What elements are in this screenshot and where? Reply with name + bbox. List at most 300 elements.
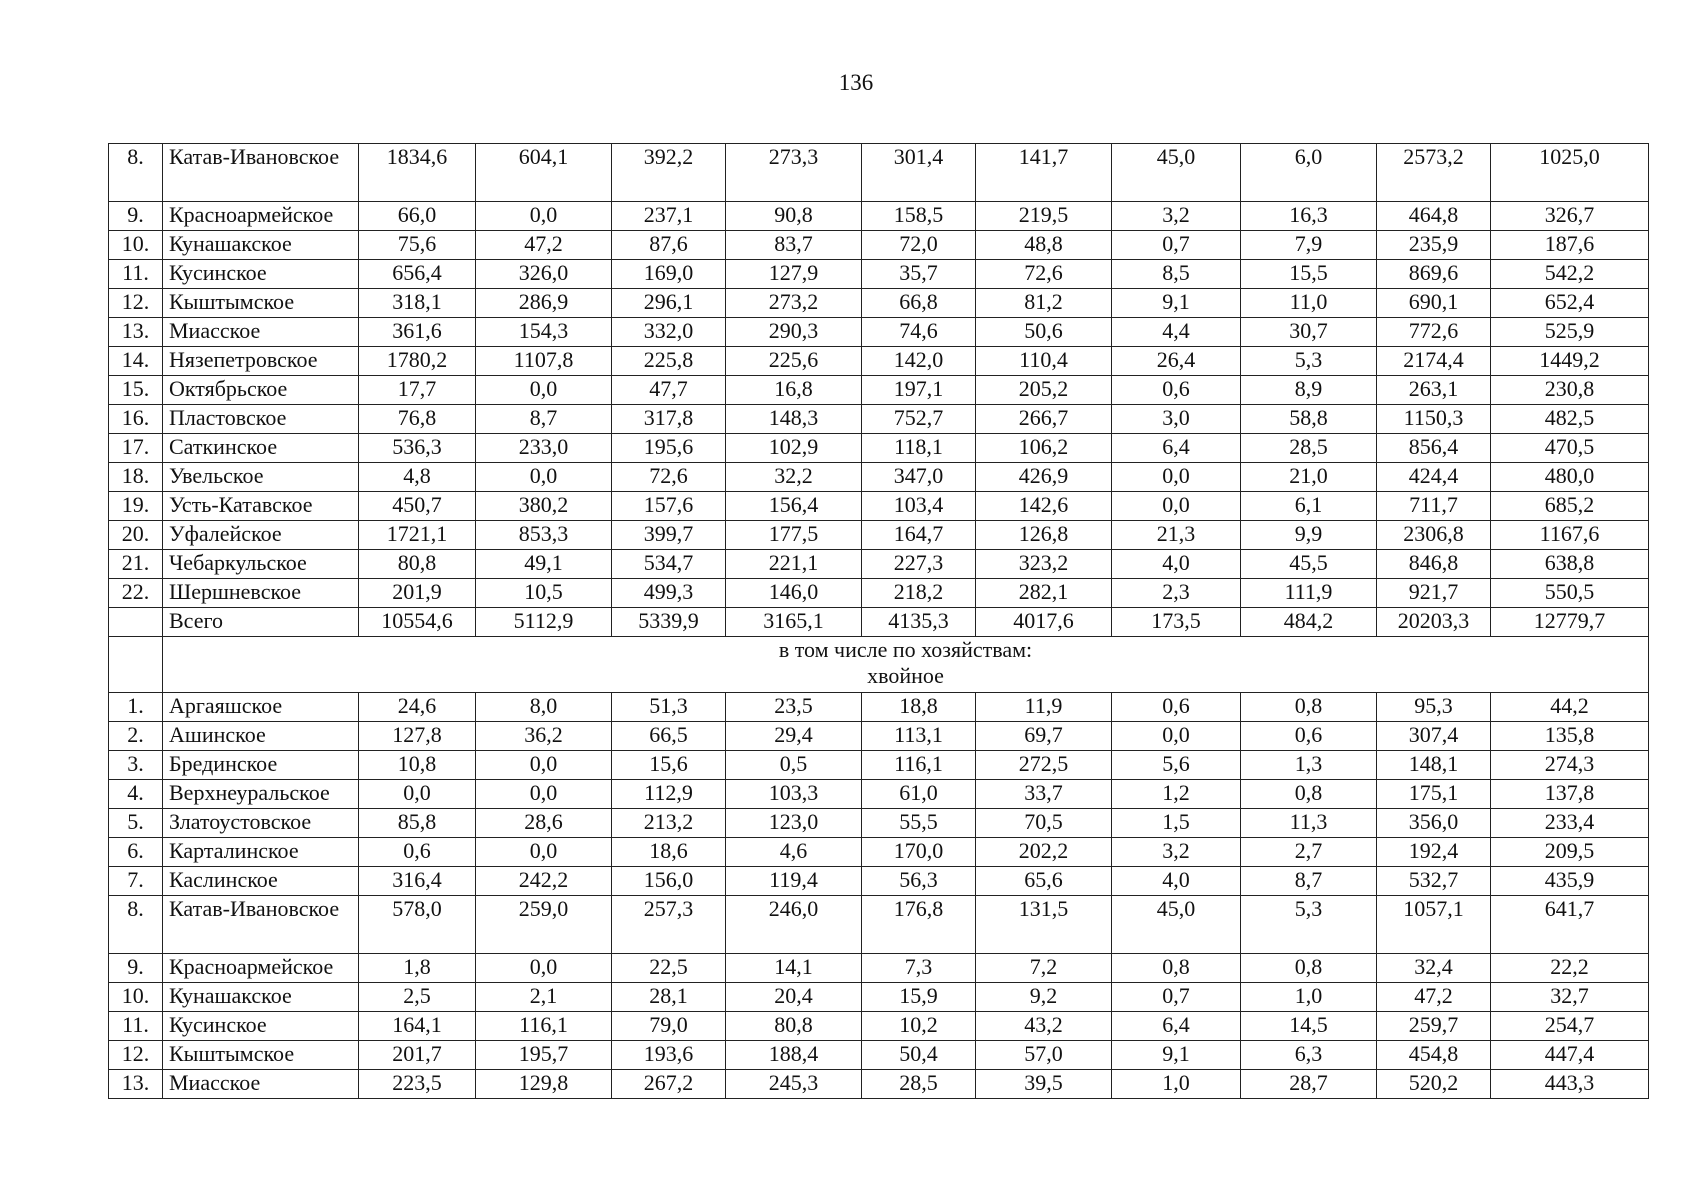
value-cell: 273,3: [726, 144, 862, 202]
value-cell: 221,1: [726, 550, 862, 579]
value-cell: 45,0: [1112, 896, 1241, 954]
value-cell: 80,8: [359, 550, 476, 579]
row-number-cell: 11.: [109, 260, 163, 289]
value-cell: 6,0: [1241, 144, 1377, 202]
table-body-top: [109, 144, 1649, 637]
value-cell: 482,5: [1491, 405, 1649, 434]
value-cell: 127,8: [359, 722, 476, 751]
row-number-cell: 13.: [109, 318, 163, 347]
value-cell: 21,0: [1241, 463, 1377, 492]
table-row: [109, 492, 1649, 521]
value-cell: 17,7: [359, 376, 476, 405]
value-cell: 856,4: [1377, 434, 1491, 463]
table-row: [109, 550, 1649, 579]
value-cell: 435,9: [1491, 867, 1649, 896]
value-cell: 24,6: [359, 693, 476, 722]
value-cell: 141,7: [976, 144, 1112, 202]
table-row: [109, 231, 1649, 260]
value-cell: 154,3: [476, 318, 612, 347]
value-cell: 131,5: [976, 896, 1112, 954]
value-cell: 1,5: [1112, 809, 1241, 838]
value-cell: 175,1: [1377, 780, 1491, 809]
value-cell: 28,7: [1241, 1070, 1377, 1099]
value-cell: 470,5: [1491, 434, 1649, 463]
value-cell: 4,8: [359, 463, 476, 492]
value-cell: 542,2: [1491, 260, 1649, 289]
section-heading-line2: хвойное: [867, 663, 944, 688]
value-cell: 7,9: [1241, 231, 1377, 260]
value-cell: 49,1: [476, 550, 612, 579]
row-number-cell: 7.: [109, 867, 163, 896]
value-cell: 47,2: [1377, 983, 1491, 1012]
value-cell: 32,7: [1491, 983, 1649, 1012]
value-cell: 316,4: [359, 867, 476, 896]
district-name-cell: Нязепетровское: [163, 347, 359, 376]
section-heading-row: [109, 637, 1649, 693]
row-number-cell: 8.: [109, 896, 163, 954]
table-row: [109, 463, 1649, 492]
district-name-cell: Кусинское: [163, 1012, 359, 1041]
value-cell: 257,3: [612, 896, 726, 954]
value-cell: 8,7: [476, 405, 612, 434]
value-cell: 118,1: [862, 434, 976, 463]
value-cell: 1150,3: [1377, 405, 1491, 434]
row-number-cell: 21.: [109, 550, 163, 579]
value-cell: 0,0: [1112, 722, 1241, 751]
value-cell: 51,3: [612, 693, 726, 722]
value-cell: 10,2: [862, 1012, 976, 1041]
value-cell: 282,1: [976, 579, 1112, 608]
value-cell: 8,7: [1241, 867, 1377, 896]
value-cell: 245,3: [726, 1070, 862, 1099]
table-row: [109, 608, 1649, 637]
value-cell: 1025,0: [1491, 144, 1649, 202]
value-cell: 16,8: [726, 376, 862, 405]
value-cell: 4,6: [726, 838, 862, 867]
value-cell: 273,2: [726, 289, 862, 318]
value-cell: 21,3: [1112, 521, 1241, 550]
table-row: [109, 838, 1649, 867]
value-cell: 1,0: [1112, 1070, 1241, 1099]
value-cell: 5339,9: [612, 608, 726, 637]
value-cell: 55,5: [862, 809, 976, 838]
value-cell: 1780,2: [359, 347, 476, 376]
value-cell: 685,2: [1491, 492, 1649, 521]
value-cell: 326,0: [476, 260, 612, 289]
value-cell: 0,6: [359, 838, 476, 867]
value-cell: 424,4: [1377, 463, 1491, 492]
value-cell: 75,6: [359, 231, 476, 260]
value-cell: 869,6: [1377, 260, 1491, 289]
value-cell: 1057,1: [1377, 896, 1491, 954]
table-row: [109, 579, 1649, 608]
value-cell: 223,5: [359, 1070, 476, 1099]
district-name-cell: Саткинское: [163, 434, 359, 463]
table-row: [109, 722, 1649, 751]
district-name-cell: Катав-Ивановское: [163, 144, 359, 202]
value-cell: 499,3: [612, 579, 726, 608]
value-cell: 205,2: [976, 376, 1112, 405]
value-cell: 20203,3: [1377, 608, 1491, 637]
value-cell: 142,6: [976, 492, 1112, 521]
value-cell: 102,9: [726, 434, 862, 463]
value-cell: 113,1: [862, 722, 976, 751]
value-cell: 32,2: [726, 463, 862, 492]
value-cell: 28,6: [476, 809, 612, 838]
table-row: [109, 202, 1649, 231]
value-cell: 2,1: [476, 983, 612, 1012]
value-cell: 45,5: [1241, 550, 1377, 579]
value-cell: 45,0: [1112, 144, 1241, 202]
value-cell: 443,3: [1491, 1070, 1649, 1099]
value-cell: 127,9: [726, 260, 862, 289]
value-cell: 209,5: [1491, 838, 1649, 867]
value-cell: 197,1: [862, 376, 976, 405]
table-row: [109, 260, 1649, 289]
table-row: [109, 1012, 1649, 1041]
value-cell: 296,1: [612, 289, 726, 318]
value-cell: 33,7: [976, 780, 1112, 809]
value-cell: 23,5: [726, 693, 862, 722]
row-number-cell: 18.: [109, 463, 163, 492]
district-name-cell: Кыштымское: [163, 289, 359, 318]
value-cell: 28,5: [862, 1070, 976, 1099]
value-cell: 193,6: [612, 1041, 726, 1070]
value-cell: 326,7: [1491, 202, 1649, 231]
value-cell: 318,1: [359, 289, 476, 318]
value-cell: 1107,8: [476, 347, 612, 376]
value-cell: 135,8: [1491, 722, 1649, 751]
district-name-cell: Аргаяшское: [163, 693, 359, 722]
value-cell: 2,7: [1241, 838, 1377, 867]
table-row: [109, 983, 1649, 1012]
value-cell: 119,4: [726, 867, 862, 896]
value-cell: 18,8: [862, 693, 976, 722]
value-cell: 0,7: [1112, 983, 1241, 1012]
value-cell: 72,6: [976, 260, 1112, 289]
table-row: [109, 693, 1649, 722]
value-cell: 35,7: [862, 260, 976, 289]
value-cell: 392,2: [612, 144, 726, 202]
value-cell: 0,0: [476, 780, 612, 809]
value-cell: 3165,1: [726, 608, 862, 637]
value-cell: 1834,6: [359, 144, 476, 202]
district-name-cell: Пластовское: [163, 405, 359, 434]
value-cell: 233,4: [1491, 809, 1649, 838]
value-cell: 4,4: [1112, 318, 1241, 347]
district-name-cell: Красноармейское: [163, 202, 359, 231]
value-cell: 525,9: [1491, 318, 1649, 347]
table-row: [109, 751, 1649, 780]
table-row: [109, 780, 1649, 809]
value-cell: 129,8: [476, 1070, 612, 1099]
table-row: [109, 434, 1649, 463]
value-cell: 11,3: [1241, 809, 1377, 838]
section-heading-line1: в том числе по хозяйствам:: [778, 637, 1033, 662]
value-cell: 66,5: [612, 722, 726, 751]
value-cell: 2,5: [359, 983, 476, 1012]
value-cell: 72,6: [612, 463, 726, 492]
value-cell: 116,1: [476, 1012, 612, 1041]
value-cell: 233,0: [476, 434, 612, 463]
value-cell: 164,1: [359, 1012, 476, 1041]
value-cell: 5112,9: [476, 608, 612, 637]
value-cell: 0,8: [1112, 954, 1241, 983]
table-row: [109, 954, 1649, 983]
value-cell: 242,2: [476, 867, 612, 896]
value-cell: 0,7: [1112, 231, 1241, 260]
district-name-cell: Шершневское: [163, 579, 359, 608]
value-cell: 846,8: [1377, 550, 1491, 579]
table-row: [109, 376, 1649, 405]
value-cell: 156,0: [612, 867, 726, 896]
value-cell: 0,8: [1241, 954, 1377, 983]
value-cell: 272,5: [976, 751, 1112, 780]
row-number-cell: 15.: [109, 376, 163, 405]
value-cell: 110,4: [976, 347, 1112, 376]
row-number-cell: 16.: [109, 405, 163, 434]
value-cell: 9,1: [1112, 289, 1241, 318]
value-cell: 164,7: [862, 521, 976, 550]
value-cell: 225,6: [726, 347, 862, 376]
value-cell: 85,8: [359, 809, 476, 838]
value-cell: 123,0: [726, 809, 862, 838]
value-cell: 111,9: [1241, 579, 1377, 608]
value-cell: 380,2: [476, 492, 612, 521]
table-body-bottom: [109, 693, 1649, 1099]
value-cell: 11,9: [976, 693, 1112, 722]
value-cell: 16,3: [1241, 202, 1377, 231]
value-cell: 772,6: [1377, 318, 1491, 347]
value-cell: 4,0: [1112, 550, 1241, 579]
row-number-cell: 14.: [109, 347, 163, 376]
value-cell: 103,4: [862, 492, 976, 521]
row-number-cell: 6.: [109, 838, 163, 867]
district-name-cell: Кунашакское: [163, 231, 359, 260]
value-cell: 4,0: [1112, 867, 1241, 896]
value-cell: 1449,2: [1491, 347, 1649, 376]
value-cell: 1167,6: [1491, 521, 1649, 550]
row-number-cell: 13.: [109, 1070, 163, 1099]
value-cell: 30,7: [1241, 318, 1377, 347]
value-cell: 48,8: [976, 231, 1112, 260]
value-cell: 0,6: [1112, 693, 1241, 722]
forest-data-table: [108, 143, 1649, 1099]
value-cell: 2174,4: [1377, 347, 1491, 376]
value-cell: 752,7: [862, 405, 976, 434]
value-cell: 126,8: [976, 521, 1112, 550]
value-cell: 317,8: [612, 405, 726, 434]
value-cell: 323,2: [976, 550, 1112, 579]
table-row: [109, 289, 1649, 318]
value-cell: 5,6: [1112, 751, 1241, 780]
value-cell: 3,2: [1112, 202, 1241, 231]
table-row: [109, 867, 1649, 896]
value-cell: 137,8: [1491, 780, 1649, 809]
value-cell: 187,6: [1491, 231, 1649, 260]
value-cell: 76,8: [359, 405, 476, 434]
value-cell: 532,7: [1377, 867, 1491, 896]
value-cell: 8,0: [476, 693, 612, 722]
value-cell: 1,3: [1241, 751, 1377, 780]
value-cell: 0,8: [1241, 693, 1377, 722]
value-cell: 921,7: [1377, 579, 1491, 608]
row-number-cell: 20.: [109, 521, 163, 550]
table-row: [109, 144, 1649, 202]
district-name-cell: Златоустовское: [163, 809, 359, 838]
value-cell: 0,6: [1112, 376, 1241, 405]
district-name-cell: Верхнеуральское: [163, 780, 359, 809]
row-number-cell: 4.: [109, 780, 163, 809]
value-cell: 15,6: [612, 751, 726, 780]
district-name-cell: Брединское: [163, 751, 359, 780]
value-cell: 79,0: [612, 1012, 726, 1041]
value-cell: 2,3: [1112, 579, 1241, 608]
value-cell: 307,4: [1377, 722, 1491, 751]
value-cell: 157,6: [612, 492, 726, 521]
value-cell: 66,8: [862, 289, 976, 318]
value-cell: 6,4: [1112, 1012, 1241, 1041]
value-cell: 237,1: [612, 202, 726, 231]
value-cell: 66,0: [359, 202, 476, 231]
value-cell: 65,6: [976, 867, 1112, 896]
value-cell: 711,7: [1377, 492, 1491, 521]
value-cell: 4135,3: [862, 608, 976, 637]
value-cell: 9,9: [1241, 521, 1377, 550]
value-cell: 0,0: [476, 376, 612, 405]
table-row: [109, 405, 1649, 434]
value-cell: 15,5: [1241, 260, 1377, 289]
value-cell: 6,4: [1112, 434, 1241, 463]
row-number-cell: 5.: [109, 809, 163, 838]
value-cell: 36,2: [476, 722, 612, 751]
value-cell: 177,5: [726, 521, 862, 550]
district-name-cell: Уфалейское: [163, 521, 359, 550]
district-name-cell: Чебаркульское: [163, 550, 359, 579]
value-cell: 14,1: [726, 954, 862, 983]
value-cell: 18,6: [612, 838, 726, 867]
value-cell: 447,4: [1491, 1041, 1649, 1070]
value-cell: 1,2: [1112, 780, 1241, 809]
value-cell: 158,5: [862, 202, 976, 231]
value-cell: 286,9: [476, 289, 612, 318]
value-cell: 454,8: [1377, 1041, 1491, 1070]
value-cell: 8,9: [1241, 376, 1377, 405]
value-cell: 267,2: [612, 1070, 726, 1099]
district-name-cell: Кунашакское: [163, 983, 359, 1012]
value-cell: 50,6: [976, 318, 1112, 347]
value-cell: 106,2: [976, 434, 1112, 463]
value-cell: 0,0: [359, 780, 476, 809]
value-cell: 219,5: [976, 202, 1112, 231]
district-name-cell: Всего: [163, 608, 359, 637]
row-number-cell: 12.: [109, 1041, 163, 1070]
value-cell: 230,8: [1491, 376, 1649, 405]
value-cell: 39,5: [976, 1070, 1112, 1099]
value-cell: 4017,6: [976, 608, 1112, 637]
table-row: [109, 1070, 1649, 1099]
row-number-cell: 9.: [109, 954, 163, 983]
value-cell: 652,4: [1491, 289, 1649, 318]
value-cell: 202,2: [976, 838, 1112, 867]
value-cell: 259,7: [1377, 1012, 1491, 1041]
row-number-cell: 10.: [109, 983, 163, 1012]
value-cell: 0,5: [726, 751, 862, 780]
row-number-cell: 17.: [109, 434, 163, 463]
value-cell: 484,2: [1241, 608, 1377, 637]
value-cell: 604,1: [476, 144, 612, 202]
value-cell: 235,9: [1377, 231, 1491, 260]
value-cell: 259,0: [476, 896, 612, 954]
value-cell: 83,7: [726, 231, 862, 260]
value-cell: 7,2: [976, 954, 1112, 983]
district-name-cell: Увельское: [163, 463, 359, 492]
value-cell: 90,8: [726, 202, 862, 231]
row-number-cell: 3.: [109, 751, 163, 780]
value-cell: 690,1: [1377, 289, 1491, 318]
value-cell: 464,8: [1377, 202, 1491, 231]
district-name-cell: Миасское: [163, 318, 359, 347]
value-cell: 332,0: [612, 318, 726, 347]
row-number-cell: [109, 608, 163, 637]
value-cell: 274,3: [1491, 751, 1649, 780]
value-cell: 227,3: [862, 550, 976, 579]
value-cell: 0,0: [1112, 492, 1241, 521]
value-cell: 148,3: [726, 405, 862, 434]
value-cell: 15,9: [862, 983, 976, 1012]
value-cell: 10554,6: [359, 608, 476, 637]
value-cell: 2306,8: [1377, 521, 1491, 550]
district-name-cell: Красноармейское: [163, 954, 359, 983]
value-cell: 534,7: [612, 550, 726, 579]
value-cell: 95,3: [1377, 693, 1491, 722]
value-cell: 1721,1: [359, 521, 476, 550]
value-cell: 246,0: [726, 896, 862, 954]
table-row: [109, 521, 1649, 550]
value-cell: 2573,2: [1377, 144, 1491, 202]
row-number-cell: 10.: [109, 231, 163, 260]
value-cell: 5,3: [1241, 896, 1377, 954]
value-cell: 399,7: [612, 521, 726, 550]
value-cell: 0,8: [1241, 780, 1377, 809]
value-cell: 87,6: [612, 231, 726, 260]
value-cell: 0,0: [476, 751, 612, 780]
value-cell: 9,2: [976, 983, 1112, 1012]
value-cell: 28,1: [612, 983, 726, 1012]
district-name-cell: Октябрьское: [163, 376, 359, 405]
table-row: [109, 318, 1649, 347]
row-number-cell: 12.: [109, 289, 163, 318]
district-name-cell: Миасское: [163, 1070, 359, 1099]
value-cell: 20,4: [726, 983, 862, 1012]
value-cell: 0,0: [476, 463, 612, 492]
page-number: 136: [838, 70, 874, 95]
value-cell: 656,4: [359, 260, 476, 289]
district-name-cell: Каслинское: [163, 867, 359, 896]
value-cell: 195,7: [476, 1041, 612, 1070]
value-cell: 176,8: [862, 896, 976, 954]
value-cell: 56,3: [862, 867, 976, 896]
value-cell: 74,6: [862, 318, 976, 347]
value-cell: 47,7: [612, 376, 726, 405]
value-cell: 201,7: [359, 1041, 476, 1070]
value-cell: 50,4: [862, 1041, 976, 1070]
value-cell: 263,1: [1377, 376, 1491, 405]
value-cell: 361,6: [359, 318, 476, 347]
value-cell: 146,0: [726, 579, 862, 608]
value-cell: 103,3: [726, 780, 862, 809]
value-cell: 10,8: [359, 751, 476, 780]
